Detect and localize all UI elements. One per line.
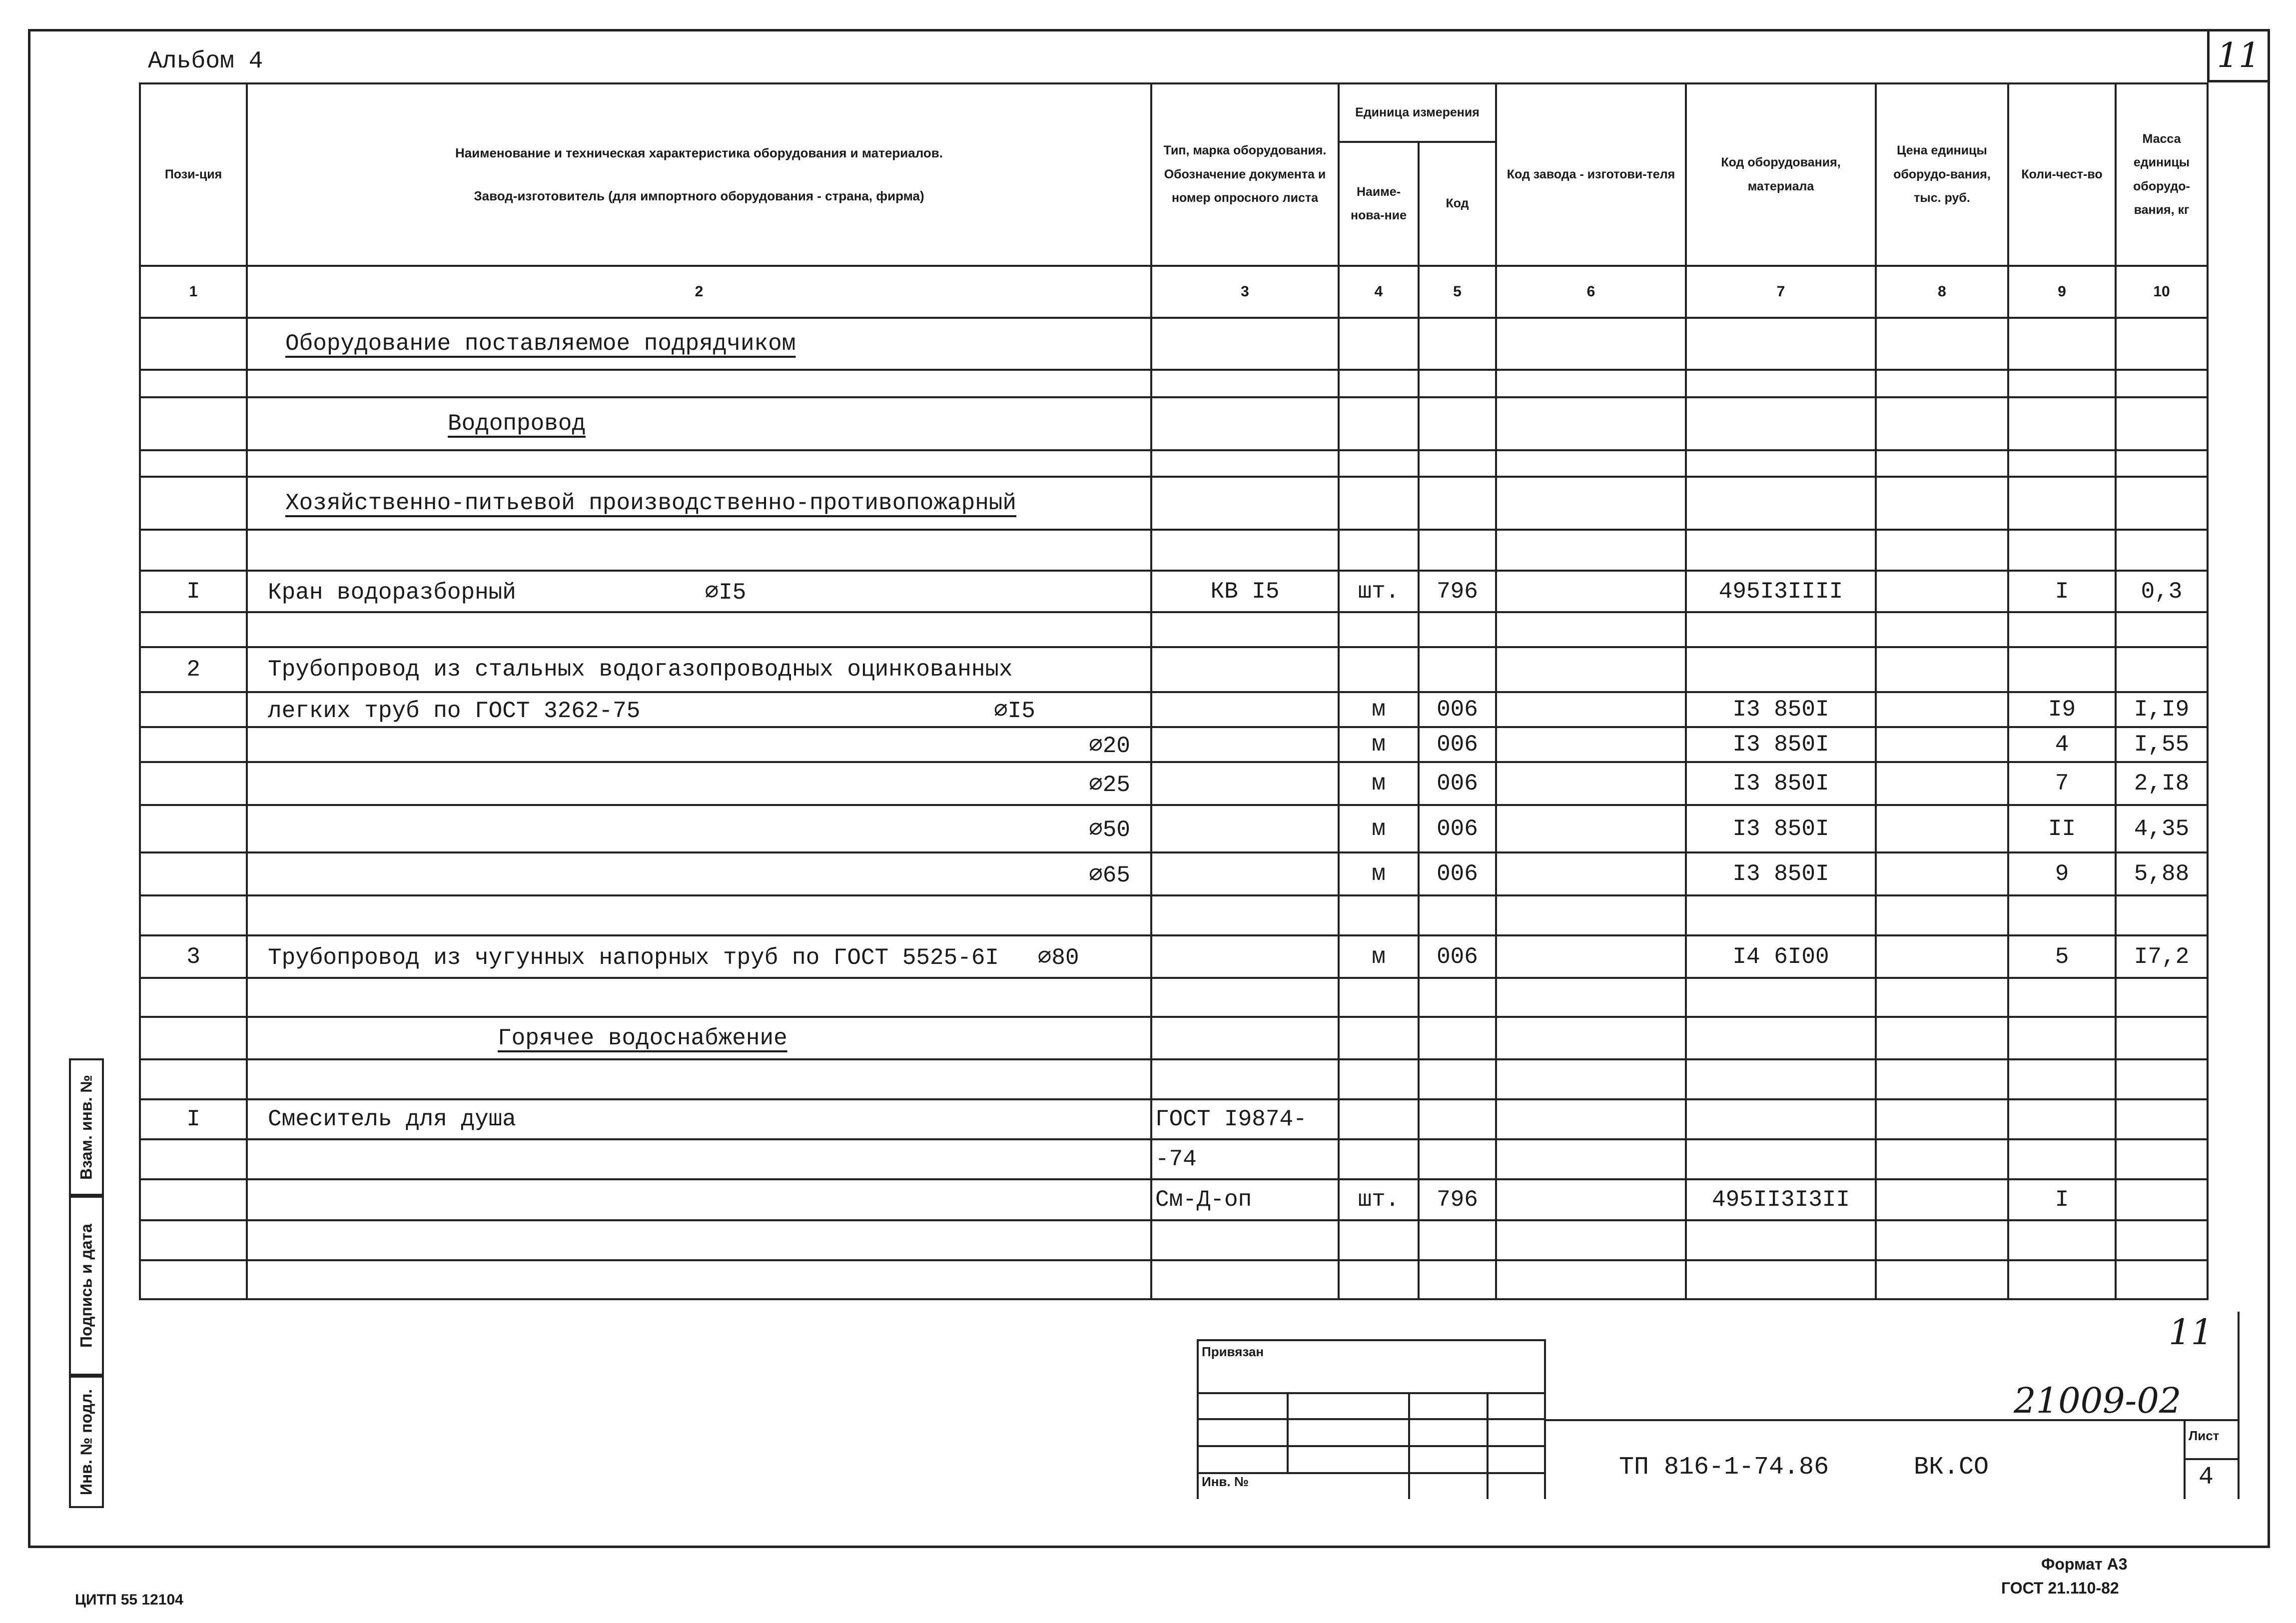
format-label: Формат А3: [2041, 1555, 2128, 1573]
title-block-border: [2238, 1312, 2240, 1499]
cell-qty: I9: [2008, 692, 2116, 727]
cell-diameter: ⌀50: [247, 805, 1151, 852]
cell-name: Кран водоразборный: [268, 580, 516, 606]
gost-label: ГОСТ 21.110-82: [2001, 1579, 2119, 1597]
cell-equip-code: I3 850I: [1686, 727, 1876, 762]
title-block-line: [1197, 1445, 1544, 1447]
col-number: 3: [1151, 266, 1339, 318]
cell-equip-code: I3 850I: [1686, 692, 1876, 727]
section-heading: Оборудование поставляемое подрядчиком: [285, 331, 796, 357]
col-header-mass: Масса единицы оборудо-вания, кг: [2116, 83, 2208, 266]
cell-unit: м: [1339, 727, 1419, 762]
cell-unit: м: [1339, 935, 1419, 978]
stamp-vzam-inv: Взам. инв. №: [69, 1058, 104, 1196]
cell-mass: I,55: [2116, 727, 2208, 762]
list-label: Лист: [2189, 1428, 2220, 1443]
doc-code: ВК.СО: [1914, 1453, 1989, 1482]
title-block-border: [1197, 1339, 1544, 1341]
cell-name: Трубопровод из чугунных напорных труб по ГОСТ 5525-6I: [268, 945, 999, 971]
cell-qty: 4: [2008, 727, 2116, 762]
cell-unit-code: 006: [1419, 762, 1496, 805]
table-row: [140, 805, 2208, 852]
list-number: 4: [2199, 1463, 2214, 1492]
col-header-price: Цена единицы оборудо-вания, тыс. руб.: [1876, 83, 2008, 266]
cell-position: I: [140, 571, 247, 612]
cell-qty: 9: [2008, 852, 2116, 895]
doc-number: 21009-02: [2014, 1380, 2182, 1421]
tsitp-label: ЦИТП 55 12104: [75, 1592, 183, 1608]
col-number: 2: [247, 266, 1151, 318]
cell-unit: м: [1339, 692, 1419, 727]
col-header-type: Тип, марка оборудования. Обозначение документа и номер опросного листа: [1151, 83, 1339, 266]
inv-no-label: Инв. №: [1202, 1474, 1249, 1489]
section-heading: Водопровод: [448, 411, 586, 437]
specification-table: [139, 82, 2209, 1300]
album-label: Альбом 4: [148, 48, 263, 75]
stamp-podpis-data: Подпись и дата: [69, 1196, 104, 1376]
col-number: 4: [1339, 266, 1419, 318]
col-header-name-line2: Завод-изготовитель (для импортного оборудования - страна, фирма): [474, 188, 924, 203]
cell-type: См-Д-оп: [1151, 1179, 1339, 1220]
project-code: ТП 816-1-74.86: [1619, 1453, 1829, 1482]
cell-mass: I,I9: [2116, 692, 2208, 727]
title-block-line: [1287, 1392, 1289, 1472]
cell-mass: I7,2: [2116, 935, 2208, 978]
table-row: [140, 647, 2208, 692]
cell-unit: м: [1339, 852, 1419, 895]
table-row: [140, 571, 2208, 612]
section-heading: Горячее водоснабжение: [498, 1025, 787, 1051]
title-block-line: [1487, 1392, 1489, 1499]
table-row: [140, 762, 2208, 805]
col-number: 9: [2008, 266, 2116, 318]
title-block-line: [1197, 1418, 1544, 1420]
sheet-mark: 11: [2169, 1312, 2214, 1353]
cell-equip-code: I3 850I: [1686, 805, 1876, 852]
cell-qty: I: [2008, 1179, 2116, 1220]
title-block-line: [1408, 1392, 1410, 1499]
section-heading: Хозяйственно-питьевой производственно-противопожарный: [285, 490, 1017, 516]
table-row: [140, 852, 2208, 895]
cell-mass: 2,I8: [2116, 762, 2208, 805]
cell-equip-code: 495I3IIII: [1686, 571, 1876, 612]
table-row: [140, 1099, 2208, 1139]
column-number-row: [140, 266, 2208, 318]
title-block-line: [2184, 1419, 2186, 1499]
col-header-unit-name: Наиме-нова-ние: [1339, 142, 1419, 266]
cell-equip-code: I4 6I00: [1686, 935, 1876, 978]
cell-unit: м: [1339, 805, 1419, 852]
table-row: [140, 727, 2208, 762]
title-block-border: [1197, 1339, 1199, 1499]
col-number: 8: [1876, 266, 2008, 318]
cell-name: Трубопровод из стальных водогазопроводных оцинкованных: [247, 647, 1151, 692]
cell-name: Смеситель для душа: [247, 1099, 1151, 1139]
cell-unit-code: 006: [1419, 805, 1496, 852]
col-number: 10: [2116, 266, 2208, 318]
sheet-corner-number: 11: [2207, 31, 2268, 82]
cell-mass: 4,35: [2116, 805, 2208, 852]
col-header-name: [247, 83, 1151, 266]
cell-type: КВ I5: [1151, 571, 1339, 612]
table-row: [140, 1017, 2208, 1059]
cell-diameter: ⌀20: [247, 727, 1151, 762]
title-block-border: [1544, 1339, 1546, 1499]
cell-position: 2: [140, 647, 247, 692]
table-row: [140, 692, 2208, 727]
privyazan-label: Привязан: [1202, 1344, 1264, 1359]
cell-unit-code: 006: [1419, 852, 1496, 895]
table-row: [140, 1139, 2208, 1179]
cell-diameter: ⌀80: [1037, 945, 1079, 971]
cell-position: 3: [140, 935, 247, 978]
col-number: 7: [1686, 266, 1876, 318]
col-header-unit-code: Код: [1419, 142, 1496, 266]
table-row: [140, 1179, 2208, 1220]
table-row: [140, 318, 2208, 370]
cell-name: легких труб по ГОСТ 3262-75: [268, 698, 641, 724]
cell-unit-code: 796: [1419, 571, 1496, 612]
col-header-qty: Коли-чест-во: [2008, 83, 2116, 266]
cell-mass: 5,88: [2116, 852, 2208, 895]
stamp-inv-podl: Инв. № подл.: [69, 1376, 104, 1508]
table-row: [140, 397, 2208, 450]
cell-unit-code: 006: [1419, 692, 1496, 727]
cell-qty: 5: [2008, 935, 2116, 978]
col-header-unit-group: Единица измерения: [1339, 83, 1496, 142]
col-number: 1: [140, 266, 247, 318]
col-header-equip-code: Код оборудования, материала: [1686, 83, 1876, 266]
cell-unit-code: 796: [1419, 1179, 1496, 1220]
cell-unit: м: [1339, 762, 1419, 805]
cell-diameter: ⌀65: [247, 852, 1151, 895]
cell-unit: шт.: [1339, 1179, 1419, 1220]
cell-diameter: ⌀25: [247, 762, 1151, 805]
cell-diameter: ⌀I5: [705, 580, 747, 606]
cell-qty: I: [2008, 571, 2116, 612]
cell-equip-code: 495II3I3II: [1686, 1179, 1876, 1220]
col-header-position: Пози-ция: [140, 83, 247, 266]
cell-equip-code: I3 850I: [1686, 852, 1876, 895]
col-header-name-line1: Наименование и техническая характеристика оборудования и материалов.: [455, 145, 943, 160]
cell-unit: шт.: [1339, 571, 1419, 612]
cell-qty: 7: [2008, 762, 2116, 805]
title-block-line: [1197, 1472, 1544, 1474]
table-row: [140, 935, 2208, 978]
title-block-line: [1197, 1392, 1544, 1394]
cell-unit-code: 006: [1419, 727, 1496, 762]
cell-diameter: ⌀I5: [993, 698, 1035, 724]
cell-type: -74: [1151, 1139, 1339, 1179]
col-number: 5: [1419, 266, 1496, 318]
cell-mass: 0,3: [2116, 571, 2208, 612]
cell-position: I: [140, 1099, 247, 1139]
cell-equip-code: I3 850I: [1686, 762, 1876, 805]
cell-qty: II: [2008, 805, 2116, 852]
table-row: [140, 477, 2208, 530]
cell-type: ГОСТ I9874-: [1151, 1099, 1339, 1139]
title-block-line: [2184, 1458, 2239, 1460]
col-header-maker-code: Код завода - изготови-теля: [1496, 83, 1686, 266]
col-number: 6: [1496, 266, 1686, 318]
cell-unit-code: 006: [1419, 935, 1496, 978]
